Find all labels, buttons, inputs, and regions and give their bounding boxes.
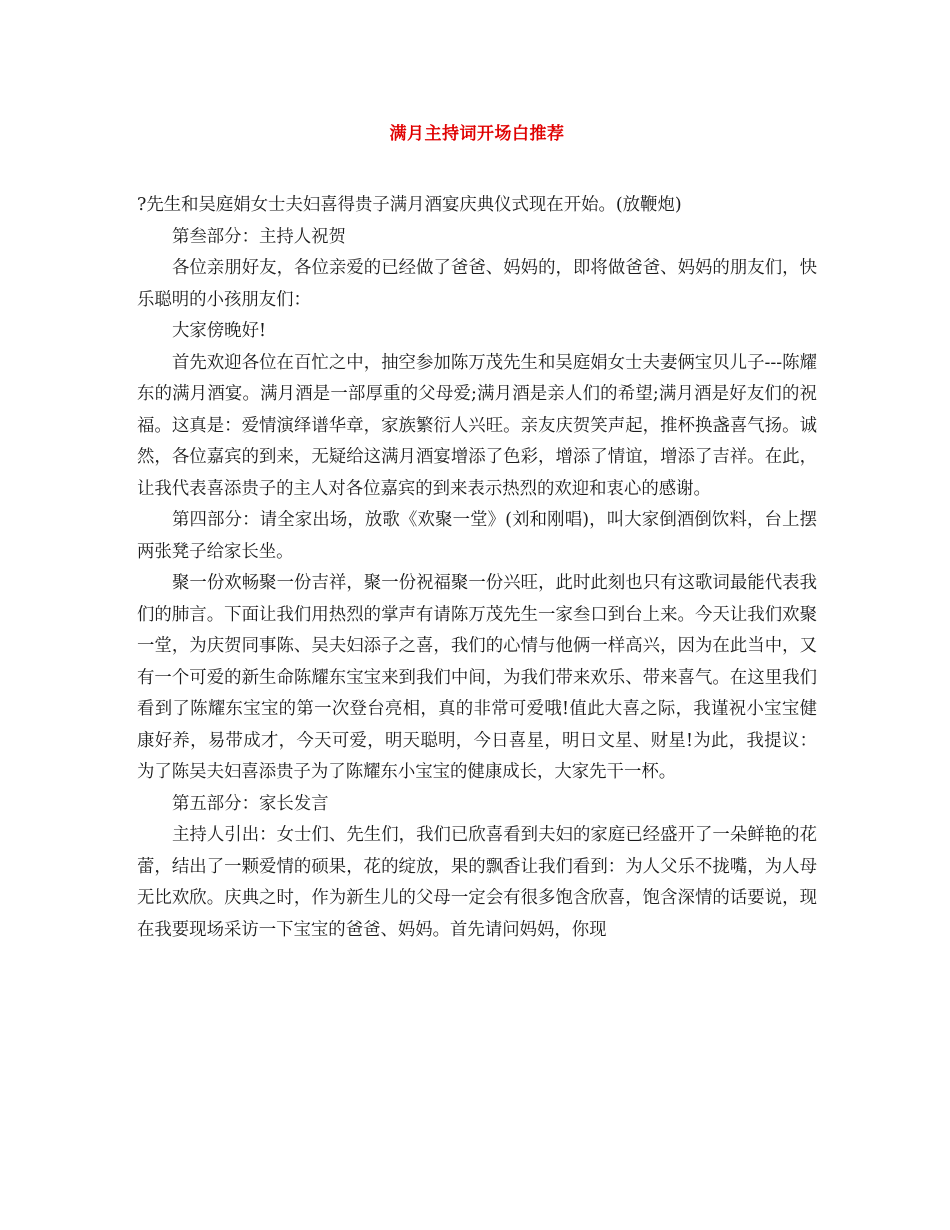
document-page (137, 122, 817, 946)
section-heading-part3: 第叁部分：主持人祝贺 (172, 226, 346, 247)
paragraph-opening: ?先生和吴庭娟女士夫妇喜得贵子满月酒宴庆典仪式现在开始。(放鞭炮) (137, 195, 682, 215)
paragraph-toast: 聚一份欢畅聚一份吉祥，聚一份祝福聚一份兴旺，此时此刻也只有这歌词最能代表我们的肺言。下面让我们用热烈的掌声有请陈万茂先生一家叁口到台上来。今天让我们欢聚一堂，为庆贺同事陈、吴夫妇添子之喜，我们的心情与他俩一样高兴，因为在此当中，又有一个可爱的新生命陈耀东宝宝来到我们中间，为我们带来欢乐、带来喜气。在这里我们看到了陈耀东宝宝的第一次登台亮相，真的非常可爱哦!值此大喜之际，我谨祝小宝宝健康好养，易带成才，今天可爱，明天聪明，今日喜星，明日文星、财星!为此，我提议：为了陈吴夫妇喜添贵子为了陈耀东小宝宝的健康成长，大家先干一杯。 (137, 573, 817, 782)
paragraph-good-evening: 大家傍晚好! (172, 321, 266, 341)
paragraph-parents-speech: 主持人引出：女士们、先生们，我们已欣喜看到夫妇的家庭已经盛开了一朵鲜艳的花蕾，结出了一颗爱情的硕果，花的绽放，果的飘香让我们看到：为人父乐不拢嘴，为人母无比欢欣。庆典之时，作为新生儿的父母一定会有很多饱含欣喜，饱含深情的话要说，现在我要现场采访一下宝宝的爸爸、妈妈。首先请问妈妈，你现 (137, 825, 817, 940)
section-heading-part5: 第五部分：家长发言 (172, 793, 329, 814)
section-heading-part4: 第四部分：请全家出场，放歌《欢聚一堂》(刘和刚唱)，叫大家倒酒倒饮料，台上摆两张凳子给家长坐。 (137, 510, 817, 562)
document-title: 满月主持词开场白推荐 (389, 124, 565, 144)
paragraph-greeting: 各位亲朋好友，各位亲爱的已经做了爸爸、妈妈的，即将做爸爸、妈妈的朋友们，快乐聪明的小孩朋友们： (137, 258, 817, 310)
paragraph-welcome: 首先欢迎各位在百忙之中，抽空参加陈万茂先生和吴庭娟女士夫妻俩宝贝儿子---陈耀东的满月酒宴。满月酒是一部厚重的父母爱;满月酒是亲人们的希望;满月酒是好友们的祝福。这真是：爱情演绎谱华章，家族繁衍人兴旺。亲友庆贺笑声起，推杯换盏喜气扬。诚然，各位嘉宾的到来，无疑给这满月酒宴增添了色彩，增添了情谊，增添了吉祥。在此，让我代表喜添贵子的主人对各位嘉宾的到来表示热烈的欢迎和衷心的感谢。 (137, 352, 817, 499)
